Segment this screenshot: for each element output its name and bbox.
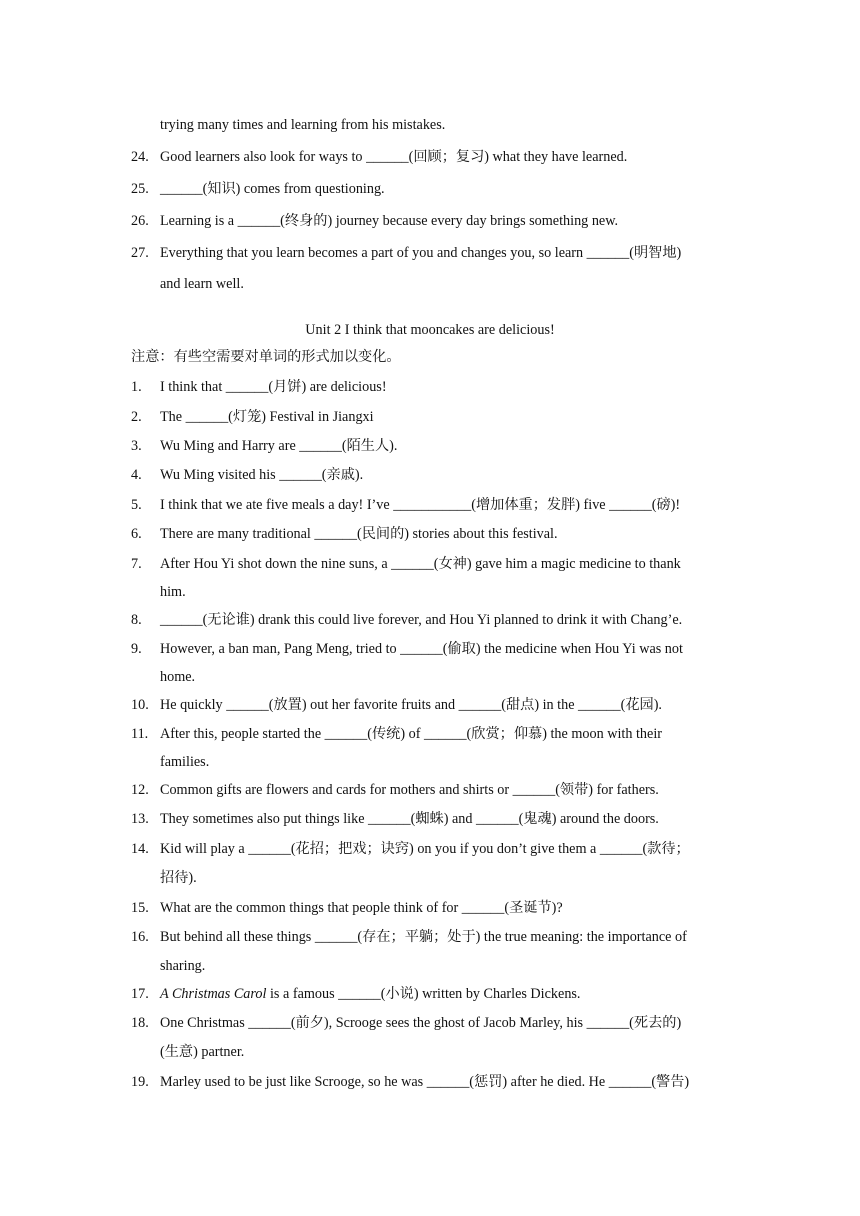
item-number: 8. [131, 612, 142, 628]
item-text [160, 985, 580, 1003]
item-number: 7. [131, 556, 142, 572]
item-text: He quickly ______(放置) out her favorite fruits and ______(甜点) in the ______(花园). [160, 697, 662, 713]
item-text: They sometimes also put things like ______(蜘蛛) and ______(鬼魂) around the doors. [160, 811, 659, 827]
item-number: 3. [131, 438, 142, 454]
item-text: ______(知识) comes from questioning. [160, 181, 385, 197]
item-number: 2. [131, 409, 142, 425]
item-text: There are many traditional ______(民间的) stories about this festival. [160, 526, 558, 542]
continuation-line: trying many times and learning from his mistakes. [160, 117, 446, 133]
item-text: I think that ______(月饼) are delicious! [160, 379, 387, 395]
item-text-continued: (生意) partner. [160, 1044, 245, 1060]
novel-title: A Christmas Carol [160, 986, 267, 1002]
item-number: 10. [131, 697, 149, 713]
item-text: I think that we ate five meals a day! I’ve ___________(增加体重；发胖) five ______(磅)! [160, 497, 681, 513]
item-number: 11. [131, 726, 149, 742]
item-number: 9. [131, 641, 142, 657]
item-text: Wu Ming and Harry are ______(陌生人). [160, 438, 398, 454]
item-number: 16. [131, 929, 149, 945]
item-number: 19. [131, 1074, 149, 1090]
item-text-continued: families. [160, 754, 210, 770]
item-text: After this, people started the ______(传统) of ______(欣赏；仰慕) the moon with their [160, 726, 662, 742]
item-text: Good learners also look for ways to ______(回顾；复习) what they have learned. [160, 149, 628, 165]
item-number: 15. [131, 900, 149, 916]
item-text: Common gifts are flowers and cards for mothers and shirts or ______(领带) for fathers. [160, 782, 659, 798]
item-number: 25. [131, 181, 149, 197]
item-text: Everything that you learn becomes a part of you and changes you, so learn ______(明智地) [160, 245, 682, 261]
section-title: Unit 2 I think that mooncakes are delicious! [305, 322, 555, 338]
item-number: 17. [131, 986, 149, 1002]
item-number: 12. [131, 782, 149, 798]
item-text: Wu Ming visited his ______(亲戚). [160, 467, 364, 483]
item-number: 4. [131, 467, 142, 483]
item-text: The ______(灯笼) Festival in Jiangxi [160, 409, 374, 425]
item-text-continued: and learn well. [160, 276, 244, 292]
item-text-continued: him. [160, 584, 186, 600]
item-number: 27. [131, 245, 149, 261]
item-number: 14. [131, 841, 149, 857]
item-number: 24. [131, 149, 149, 165]
item-number: 1. [131, 379, 142, 395]
item-text-continued: sharing. [160, 958, 206, 974]
item-text: But behind all these things ______(存在；平躺；处于) the true meaning: the importance of [160, 929, 687, 945]
item-text: What are the common things that people think of for ______(圣诞节)? [160, 900, 563, 916]
item-text: After Hou Yi shot down the nine suns, a ______(女神) gave him a magic medicine to thank [160, 556, 681, 572]
item-number: 5. [131, 497, 142, 513]
item-text: ______(无论谁) drank this could live forever, and Hou Yi planned to drink it with Chang’e. [160, 612, 683, 628]
item-text: Learning is a ______(终身的) journey because every day brings something new. [160, 213, 619, 229]
item-text-rest: is a famous ______(小说) written by Charles Dickens. [266, 986, 581, 1002]
item-text-continued: home. [160, 669, 196, 685]
item-text: One Christmas ______(前夕), Scrooge sees the ghost of Jacob Marley, his ______(死去的) [160, 1015, 682, 1031]
item-text: Kid will play a ______(花招；把戏；诀窍) on you if you don’t give them a ______(款待； [160, 841, 690, 857]
item-number: 18. [131, 1015, 149, 1031]
item-text: However, a ban man, Pang Meng, tried to ______(偷取) the medicine when Hou Yi was not [160, 641, 683, 657]
item-text-continued: 招待). [160, 870, 197, 886]
item-text: Marley used to be just like Scrooge, so he was ______(惩罚) after he died. He ______(警告) [160, 1074, 690, 1090]
item-number: 13. [131, 811, 149, 827]
section-note: 注意：有些空需要对单词的形式加以变化。 [131, 349, 401, 365]
item-number: 6. [131, 526, 142, 542]
item-number: 26. [131, 213, 149, 229]
